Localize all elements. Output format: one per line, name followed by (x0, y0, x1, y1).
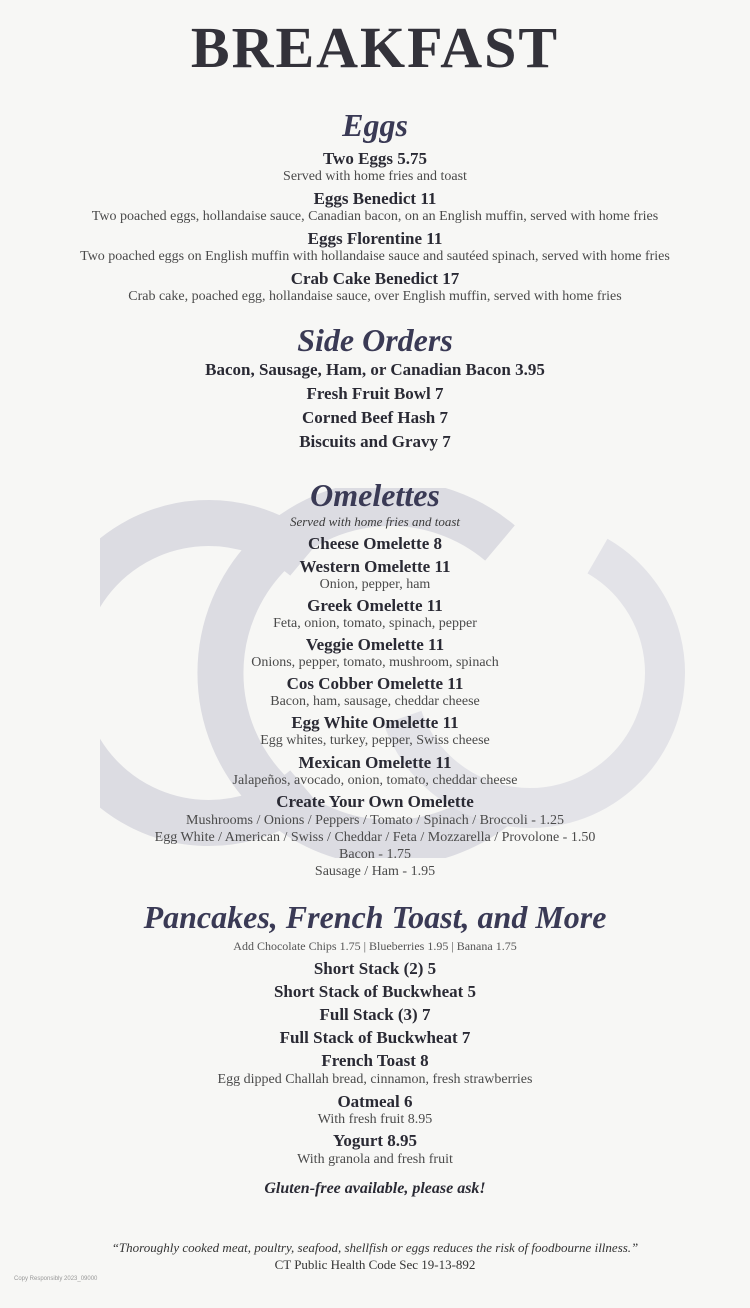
menu-item-name: Eggs Florentine 11 (307, 229, 443, 248)
menu-item-desc: Two poached eggs on English muffin with hollandaise sauce and sautéed spinach, served with home fries (80, 249, 670, 264)
menu-item-name: Yogurt 8.95 (332, 1131, 418, 1150)
menu-item-name: Create Your Own Omelette (276, 792, 474, 811)
menu-item-name: Veggie Omelette 11 (305, 635, 445, 654)
menu-item-desc: With fresh fruit 8.95 (317, 1112, 433, 1127)
page-title: BREAKFAST (190, 15, 560, 80)
section-heading-eggs: Eggs (342, 107, 408, 143)
menu-item-desc: Onion, pepper, ham (319, 577, 431, 592)
addon-note: Add Chocolate Chips 1.75 | Blueberries 1.95 | Banana 1.75 (233, 939, 517, 953)
section-heading-omelettes: Omelettes (310, 477, 440, 513)
menu-item-name: Full Stack of Buckwheat 7 (279, 1028, 471, 1047)
menu-item-name: Egg White Omelette 11 (291, 713, 459, 732)
menu-item-desc: Jalapeños, avocado, onion, tomato, cheddar cheese (232, 773, 518, 788)
fine-print: Copy Responsibly 2023_09000 (14, 1276, 98, 1282)
menu-item-desc: Egg whites, turkey, pepper, Swiss cheese (260, 733, 490, 748)
menu-item-name: Short Stack of Buckwheat 5 (273, 982, 477, 1001)
menu-item-desc: Crab cake, poached egg, hollandaise sauce, over English muffin, served with home fries (128, 289, 622, 304)
addon-line: Mushrooms / Onions / Peppers / Tomato / Spinach / Broccoli - 1.25 (186, 813, 564, 828)
footer-code: CT Public Health Code Sec 19-13-892 (274, 1257, 476, 1272)
menu-item-name: Cheese Omelette 8 (307, 534, 443, 553)
menu-item-name: Eggs Benedict 11 (313, 189, 437, 208)
section-note: Served with home fries and toast (289, 514, 461, 529)
menu-item-name: Mexican Omelette 11 (298, 753, 452, 772)
menu-item-name: Biscuits and Gravy 7 (299, 432, 451, 451)
menu-item-name: Cos Cobber Omelette 11 (286, 674, 464, 693)
menu-item-desc: Feta, onion, tomato, spinach, pepper (273, 616, 477, 631)
menu-item-desc: Two poached eggs, hollandaise sauce, Canadian bacon, on an English muffin, served with home fries (91, 209, 659, 224)
menu-item-name: Corned Beef Hash 7 (302, 408, 448, 427)
menu-item-desc: Onions, pepper, tomato, mushroom, spinach (251, 655, 499, 670)
addon-line: Bacon - 1.75 (339, 847, 411, 862)
addon-line: Egg White / American / Swiss / Cheddar / Feta / Mozzarella / Provolone - 1.50 (154, 830, 596, 845)
menu-item-name: Two Eggs 5.75 (322, 149, 428, 168)
section-heading-side-orders: Side Orders (297, 322, 453, 358)
addon-line: Sausage / Ham - 1.95 (314, 864, 436, 879)
menu-item-desc: Egg dipped Challah bread, cinnamon, fresh strawberries (217, 1072, 533, 1087)
menu-item-name: Bacon, Sausage, Ham, or Canadian Bacon 3.95 (205, 360, 545, 379)
menu-item-desc: Served with home fries and toast (283, 169, 467, 184)
menu-item-name: French Toast 8 (321, 1051, 429, 1070)
menu-item-name: Crab Cake Benedict 17 (290, 269, 460, 288)
menu-item-name: Fresh Fruit Bowl 7 (306, 384, 444, 403)
menu-item-name: Full Stack (3) 7 (319, 1005, 431, 1024)
menu-item-name: Oatmeal 6 (337, 1092, 413, 1111)
footer-quote: “Thoroughly cooked meat, poultry, seafood, shellfish or eggs reduces the risk of foodbourne illness.” (111, 1240, 639, 1255)
gluten-free-note: Gluten-free available, please ask! (264, 1180, 486, 1197)
menu-item-name: Greek Omelette 11 (307, 596, 443, 615)
section-heading-pancakes: Pancakes, French Toast, and More (143, 899, 607, 935)
menu-item-name: Western Omelette 11 (299, 557, 451, 576)
menu-item-desc: With granola and fresh fruit (297, 1152, 453, 1167)
menu-item-name: Short Stack (2) 5 (313, 959, 437, 978)
menu-item-desc: Bacon, ham, sausage, cheddar cheese (270, 694, 480, 709)
